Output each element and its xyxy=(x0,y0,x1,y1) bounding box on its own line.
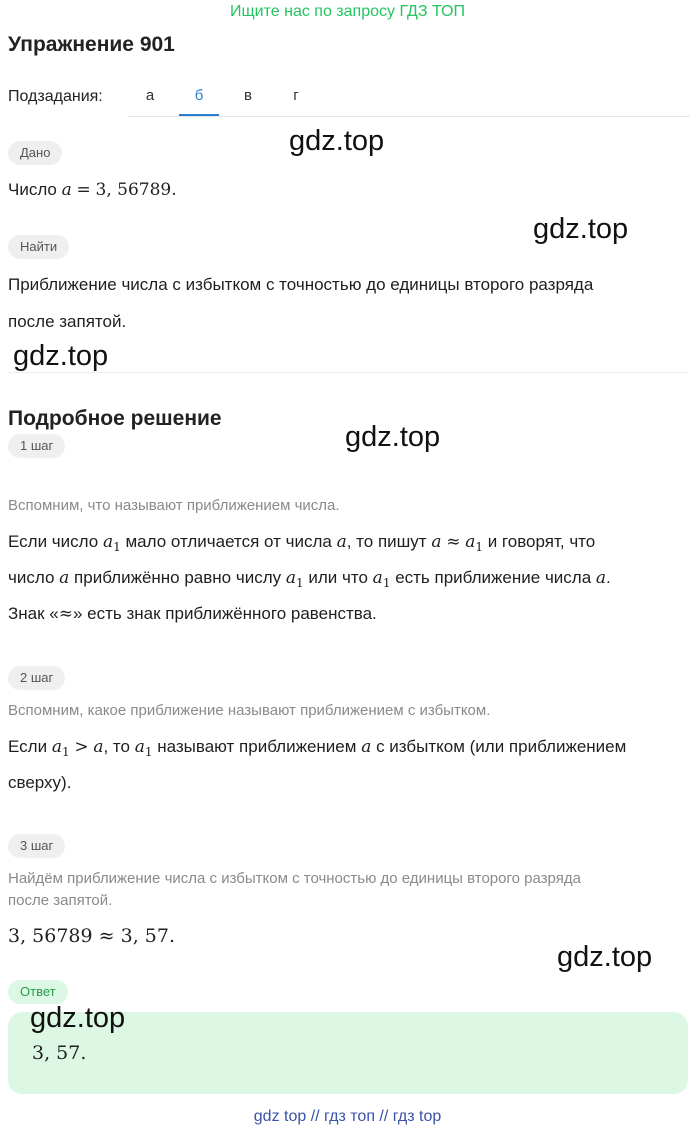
page-title: Упражнение 901 xyxy=(8,33,175,56)
math-a: a xyxy=(361,737,372,757)
section-divider xyxy=(8,372,688,373)
watermark: gdz.top xyxy=(557,941,653,973)
text-fragment: Если число xyxy=(8,532,99,551)
answer-chip: Ответ xyxy=(8,980,68,1004)
watermark: gdz.top xyxy=(533,213,629,245)
math-a: a xyxy=(595,568,607,588)
text-fragment: Знак « xyxy=(8,604,59,623)
math-a: a xyxy=(431,532,442,552)
gt-sign: > xyxy=(74,737,89,757)
text-fragment: с избытком (или приближением xyxy=(376,737,627,756)
tab-v[interactable]: в xyxy=(244,87,252,104)
find-line-1: Приближение числа с избытком с точностью до единицы второго разряда xyxy=(8,275,594,294)
math-a1: $a_1$ xyxy=(134,737,153,759)
text-fragment: , то пишут xyxy=(346,532,427,551)
subtasks-label: Подзадания: xyxy=(8,88,103,105)
given-chip: Дано xyxy=(8,141,62,165)
step1-line-1 xyxy=(8,532,595,552)
math-a: a xyxy=(93,737,104,757)
tab-a[interactable]: а xyxy=(145,87,155,104)
step3-hint-2: после запятой. xyxy=(8,892,113,909)
step1-line-2: число a приближённо равно числу $a_1$ или что $a_1$ есть приближение числа a. xyxy=(8,568,611,590)
text-fragment: приближённо равно числу xyxy=(74,568,282,587)
text-fragment: есть приближение числа xyxy=(395,568,592,587)
step1-line-3 xyxy=(8,604,377,624)
step1-hint: Вспомним, что называют приближением числа. xyxy=(8,497,340,514)
text-fragment: мало отличается от числа xyxy=(125,532,332,551)
watermark: gdz.top xyxy=(345,421,441,453)
solution-title: Подробное решение xyxy=(8,407,222,430)
given-eq: = xyxy=(76,180,91,200)
step3-formula: 3, 56789 ≈ 3, 57. xyxy=(8,925,175,947)
text-fragment: называют приближением xyxy=(157,737,357,756)
text-fragment: и говорят, что xyxy=(487,532,596,551)
step3-chip: 3 шаг xyxy=(8,834,65,858)
given-prefix: Число xyxy=(8,180,57,199)
watermark: gdz.top xyxy=(30,1002,126,1034)
tab-b[interactable]: б xyxy=(179,80,219,116)
watermark: gdz.top xyxy=(289,125,385,157)
footer-links[interactable]: gdz top // гдз топ // гдз top xyxy=(253,1108,442,1125)
math-a1: $a_1$ xyxy=(285,568,304,590)
text-fragment: или что xyxy=(308,568,368,587)
math-a1: $a_1$ xyxy=(51,737,70,759)
text-fragment: , то xyxy=(103,737,130,756)
step2-chip: 2 шаг xyxy=(8,666,65,690)
search-banner: Ищите нас по запросу ГДЗ ТОП xyxy=(230,3,465,20)
find-line-2: после запятой. xyxy=(8,312,127,331)
step2-line-1 xyxy=(8,737,626,757)
given-var: a xyxy=(61,180,72,200)
text-fragment: Если xyxy=(8,737,48,756)
answer-value: 3, 57. xyxy=(32,1042,87,1064)
math-a: a xyxy=(59,568,70,588)
subtask-tabs xyxy=(128,80,690,117)
given-value: 3, 56789. xyxy=(95,180,177,200)
approx-sign: ≈ xyxy=(446,532,461,552)
math-a1: $a_1$ xyxy=(102,532,121,554)
step2-line-2: сверху). xyxy=(8,773,72,792)
find-chip: Найти xyxy=(8,235,69,259)
text-fragment: число xyxy=(8,568,55,587)
watermark: gdz.top xyxy=(13,340,109,372)
math-a1: $a_1$ xyxy=(465,532,483,554)
step2-hint: Вспомним, какое приближение называют приближением с избытком. xyxy=(8,702,491,719)
given-text xyxy=(8,180,177,200)
text-fragment: » есть знак приближённого равенства. xyxy=(72,604,377,623)
step1-chip: 1 шаг xyxy=(8,434,65,458)
approx-sign: ≈ xyxy=(58,604,73,624)
math-a: a xyxy=(336,532,347,552)
math-a1: $a_1$ xyxy=(372,568,391,590)
step3-hint-1: Найдём приближение числа с избытком с точностью до единицы второго разряда xyxy=(8,870,581,887)
tab-g[interactable]: г xyxy=(293,87,299,104)
